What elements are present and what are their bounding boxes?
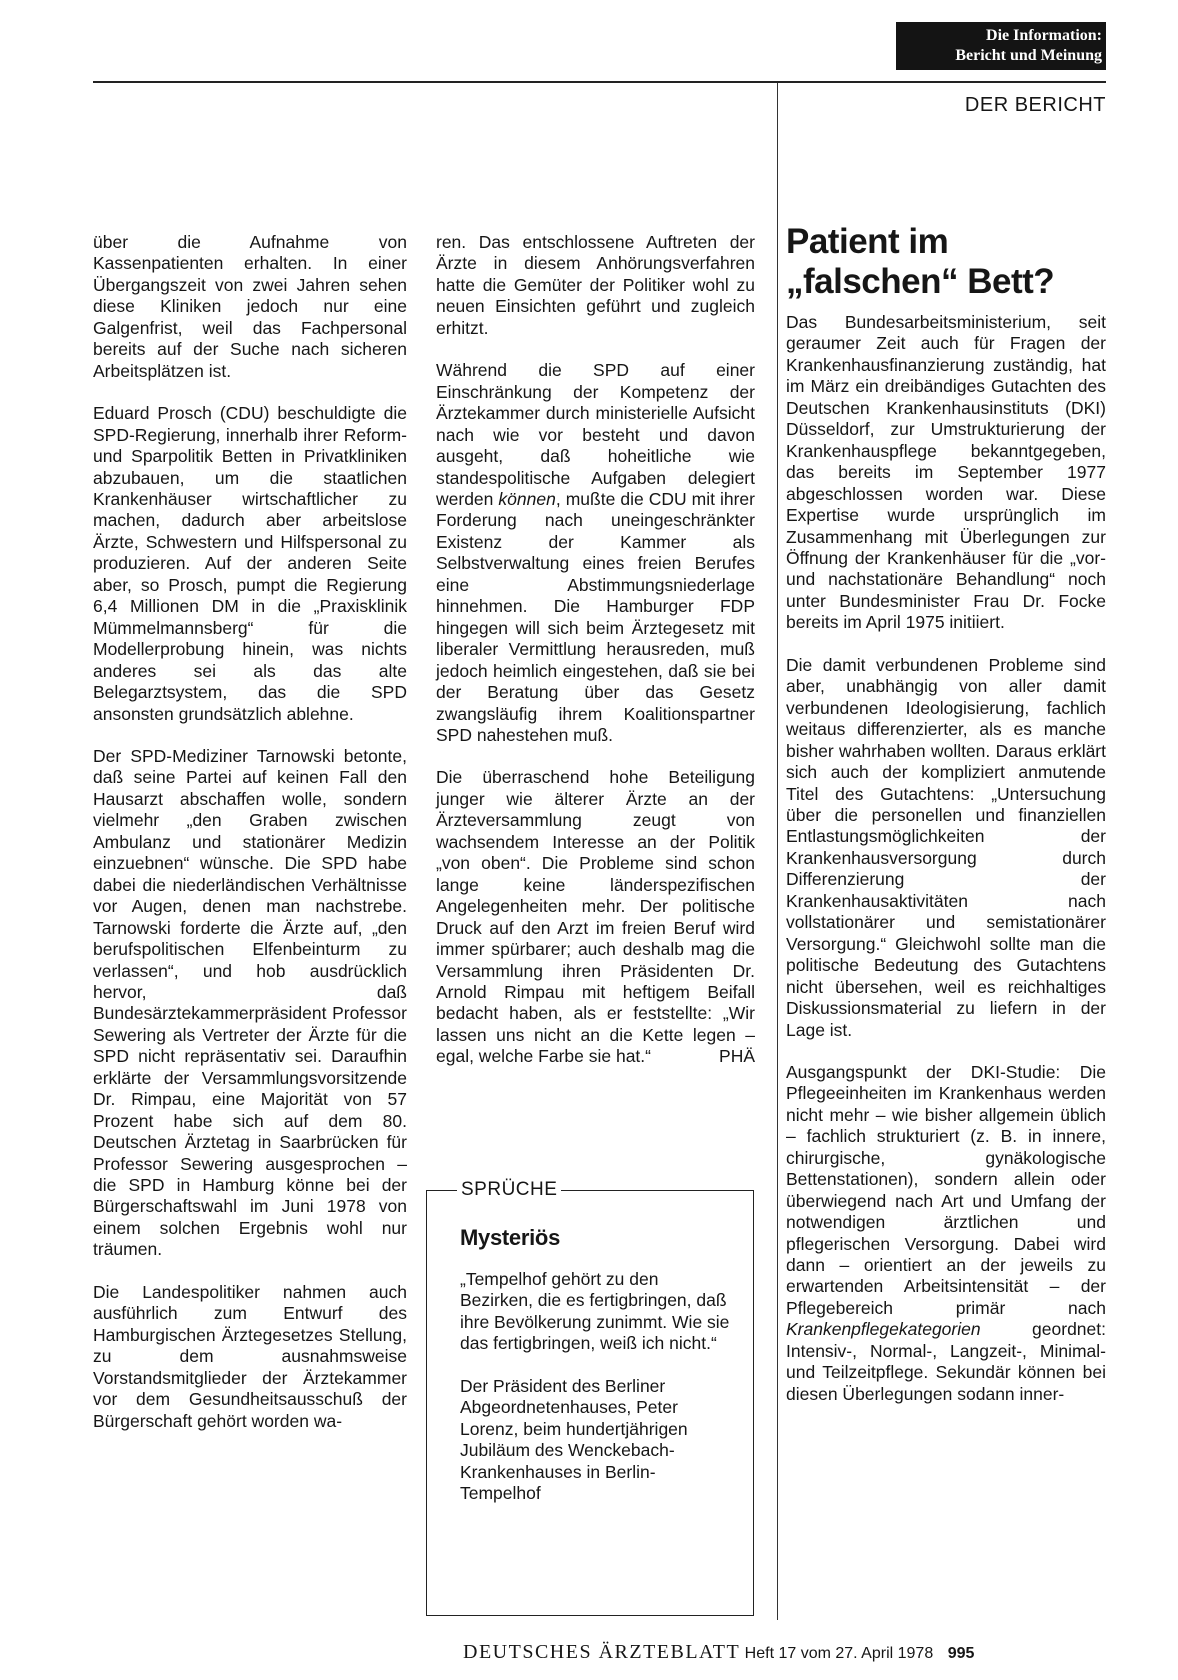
sprueche-title: Mysteriös	[460, 1225, 561, 1250]
paragraph	[436, 360, 755, 746]
author-byline: PHÄ	[719, 1046, 755, 1067]
text-run: Die überraschend hohe Beteiligung junger wie älterer Ärzte an der Ärzteversammlung zeugt von wachsendem Interesse an der Politik „von oben“. Die Probleme sind schon lange keine länderspezifischen Angelegenheiten mehr. Der politische Druck auf den Arzt im freien Beruf wird immer spürbarer; auch deshalb mag die Versammlung ihren Präsidenten Dr. Arnold Rimpau mit heftigem Beifall bedacht haben, als er feststellte: „Wir lassen uns nicht an die Kette legen – egal, welche Farbe sie hat.“	[436, 767, 755, 1067]
journal-name: DEUTSCHES ÄRZTEBLATT	[463, 1641, 741, 1663]
paragraph: über die Aufnahme von Kassenpatienten erhalten. In einer Übergangszeit von zwei Jahren sehen diese Kliniken jedoch nur eine Galgenfrist, weil das Fachpersonal bereits auf der Suche nach sicheren Arbeitsplätzen ist.	[93, 232, 407, 381]
column-1	[93, 232, 407, 1432]
section-label: DER BERICHT	[964, 94, 1106, 116]
top-rule	[93, 81, 1106, 83]
quote-attribution: Der Präsident des Berliner Abgeordnetenhauses, Peter Lorenz, beim hundertjährigen Jubiläum des Wenckebach-Krankenhauses in Berlin-Tempelhof	[460, 1375, 688, 1504]
sprueche-body	[460, 1269, 735, 1526]
headline-line-1: Patient im	[786, 222, 949, 261]
text-run: Während die SPD auf einer Einschränkung der Kompetenz der Ärztekammer durch ministerielle Aufsicht nach wie vor besteht und davon ausgeht, daß hoheitliche wie standespolitische Aufgaben delegiert werden	[436, 360, 755, 509]
sprueche-label: SPRÜCHE	[457, 1178, 561, 1202]
quote: „Tempelhof gehört zu den Bezirken, die es fertigbringen, daß ihre Bevölkerung zunimmt. Wie sie das fertigbringen, weiß ich nicht.“	[460, 1269, 730, 1354]
paragraph	[786, 1062, 1106, 1405]
paragraph: Der SPD-Mediziner Tarnowski betonte, daß seine Partei auf keinen Fall den Hausarzt abschaffen wolle, sondern vielmehr „den Graben zwischen Ambulanz und stationärer Medizin einzuebnen“ wünsche. Die SPD habe dabei die niederländischen Verhältnisse vor Augen, denen man nachstrebe. Tarnowski forderte die Ärzte auf, „den berufspolitischen Elfenbeinturm zu verlassen“, und hob ausdrücklich hervor, daß Bundesärztekammerpräsident Professor Sewering als Vertreter der Ärzte für die SPD nicht repräsentativ sei. Daraufhin erklärte der Versammlungsvorsitzende Dr. Rimpau, eine Majorität von 57 Prozent habe sich auf dem 80. Deutschen Ärztetag in Saarbrücken für Professor Sewering ausgesprochen – die SPD in Hamburg könne bei der Bürgerschaftswahl im Juni 1978 von einem solchen Ergebnis wohl nur träumen.	[93, 745, 407, 1260]
rubric-line-1: Die Information:	[986, 27, 1102, 44]
paragraph: Das Bundesarbeitsministerium, seit geraumer Zeit auch für Fragen der Krankenhausfinanzierung zuständig, hat im März ein dreibändiges Gutachten des Deutschen Krankenhausinstituts (DKI) Düsseldorf, zur Umstrukturierung der Krankenhauspflege bekanntgegeben, das bereits im September 1977 abgeschlossen worden war. Diese Expertise wurde ursprünglich im Zusammenhang mit Überlegungen zur Öffnung der Krankenhäuser für die „vor- und nachstationäre Behandlung“ noch unter Bundesminister Frau Dr. Focke bereits im April 1975 initiiert.	[786, 312, 1106, 633]
emphasis: können	[498, 488, 556, 509]
paragraph: Die Landespolitiker nahmen auch ausführlich zum Entwurf des Hamburgischen Ärztegesetzes Stellung, zu dem ausnahmsweise Vorstandsmitglieder der Ärztekammer vor dem Gesundheitsausschuß der Bürgerschaft gehört worden wa-	[93, 1281, 407, 1431]
paragraph: Eduard Prosch (CDU) beschuldigte die SPD-Regierung, innerhalb ihrer Reform- und Sparpolitik Betten in Privatkliniken abzubauen, um die staatlichen Krankenhäuser wirtschaftlicher zu machen, dadurch aber arbeitslose Ärzte, Schwestern und Hilfspersonal zu produzieren. Auf der anderen Seite aber, so Prosch, pumpt die Regierung 6,4 Millionen DM in die „Praxisklinik Mümmelmannsberg“ für die Modellerprobung hinein, was nichts anderes sei als das alte Belegarztsystem, das die SPD ansonsten grundsätzlich ablehne.	[93, 403, 407, 724]
sprueche-box	[426, 1179, 754, 1616]
column-2	[436, 232, 755, 1068]
paragraph: ren. Das entschlossene Auftreten der Ärzte in diesem Anhörungsverfahren hatte die Gemüter der Politiker wohl zu neuen Einsichten geführt und zugleich erhitzt.	[436, 232, 755, 338]
issue-info: Heft 17 vom 27. April 1978	[744, 1645, 934, 1662]
text-run: Ausgangspunkt der DKI-Studie: Die Pflegeeinheiten im Krankenhaus werden nicht mehr – wie bisher allgemein üblich – fachlich strukturiert (z. B. in innere, chirurgische, gynäkologische Bettenstationen), sondern allein oder überwiegend nach Art und Umfang der notwendigen ärztlichen und pflegerischen Versorgung. Dabei wird dann – orientiert an der jeweils zu erwartenden Arbeitsintensität – der Pflegebereich primär nach	[786, 1061, 1106, 1318]
rubric-box	[896, 22, 1106, 70]
column-3	[786, 312, 1106, 1405]
rubric-line-2: Bericht und Meinung	[955, 47, 1102, 64]
text-run: geordnet: Intensiv-, Normal-, Langzeit-, Minimal- und Teilzeitpflege. Sekundär können bei diesen Überlegungen sodann inner-	[786, 1319, 1106, 1404]
article-headline	[786, 222, 1116, 302]
page-number: 995	[947, 1645, 975, 1662]
page-footer	[463, 1641, 974, 1664]
text-run: , mußte die CDU mit ihrer Forderung nach uneingeschränkter Existenz der Kammer als Selbstverwaltung eines freien Berufes eine Abstimmungsniederlage hinnehmen. Die Hamburger FDP hingegen will sich beim Ärztegesetz mit liberaler Vermittlung herausreden, muß jedoch heimlich eingestehen, daß sie bei der Beratung über das Gesetz zwangsläufig ihrem Koalitionspartner SPD nahestehen muß.	[436, 488, 755, 745]
emphasis: Krankenpflegekategorien	[786, 1319, 981, 1340]
column-divider	[777, 83, 778, 1620]
headline-line-2: „falschen“ Bett?	[786, 262, 1055, 301]
paragraph	[436, 767, 755, 1067]
paragraph: Die damit verbundenen Probleme sind aber, unabhängig von aller damit verbundenen Ideologisierung, fachlich weitaus differenzierter, als es manche bisher wahrhaben wollten. Daraus erklärt sich auch der kompliziert anmutende Titel des Gutachtens: „Untersuchung über die personellen und finanziellen Entlastungsmöglichkeiten der Krankenhausversorgung durch Differenzierung der Krankenhausaktivitäten nach vollstationärer und semistationärer Versorgung.“ Gleichwohl sollte man die politische Bedeutung des Gutachtens nicht übersehen, weil es reichhaltiges Diskussionsmaterial zu liefern in der Lage ist.	[786, 654, 1106, 1040]
